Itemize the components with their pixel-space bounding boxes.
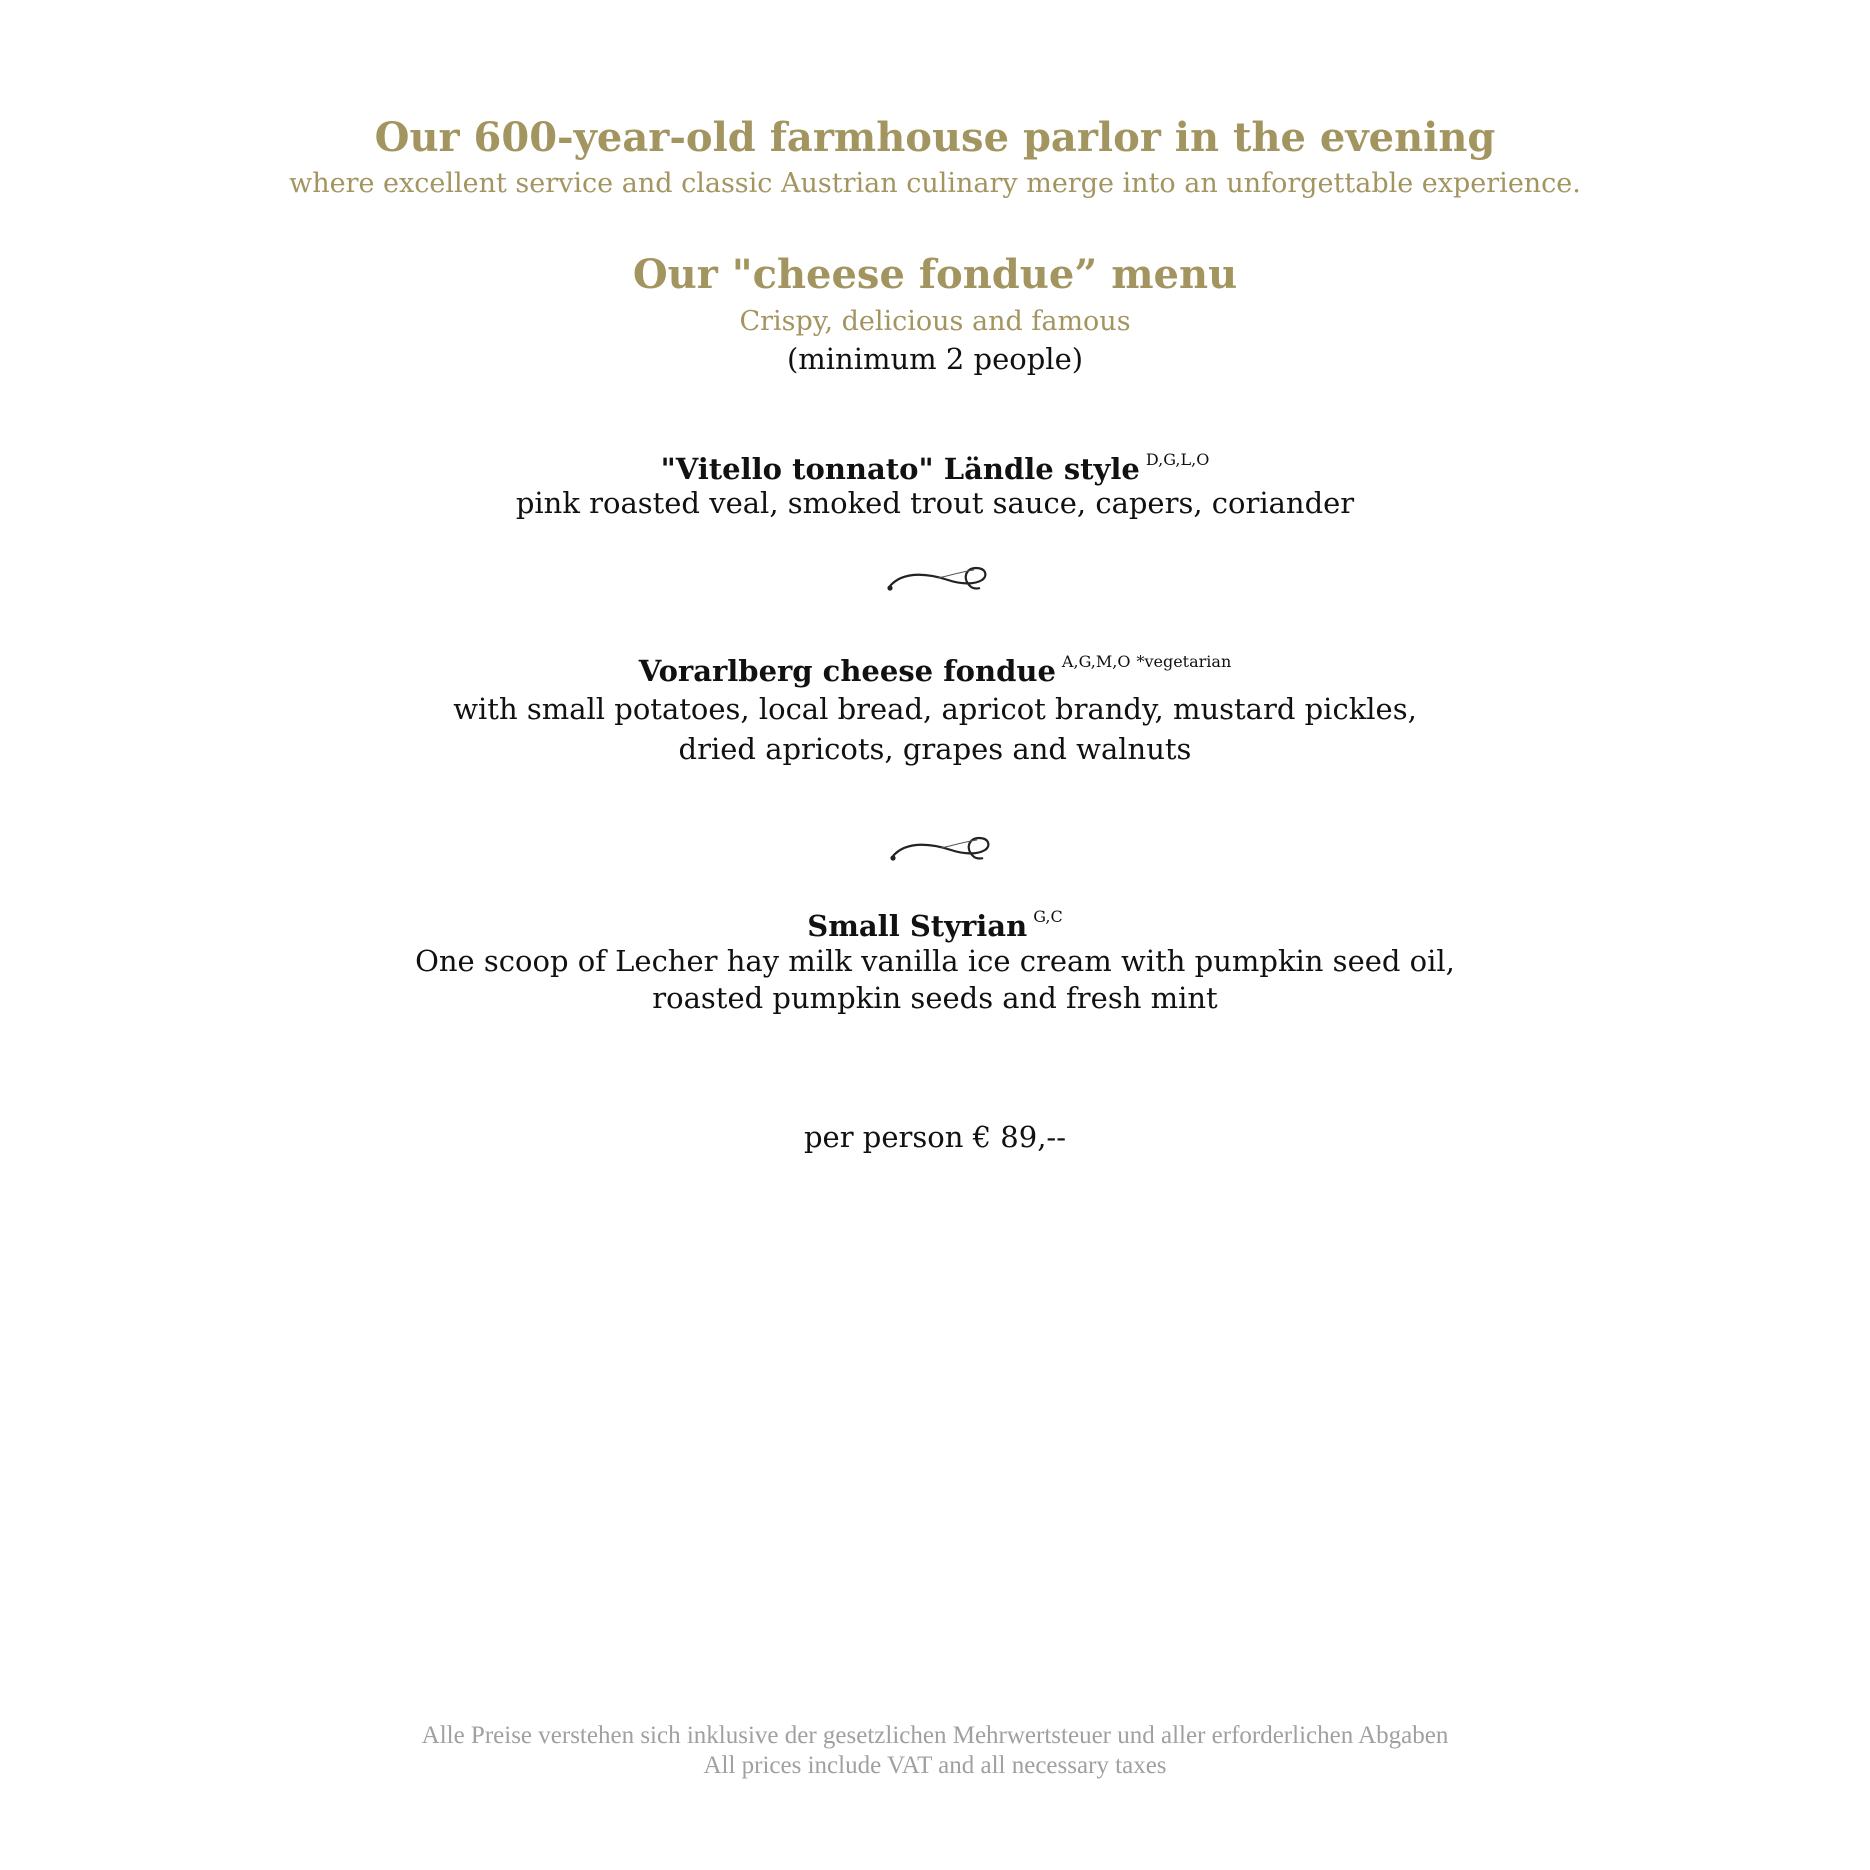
menu-tagline: Crispy, delicious and famous — [739, 306, 1131, 337]
course-2-description-line-1: with small potatoes, local bread, apricot brandy, mustard pickles, — [453, 692, 1417, 726]
course-2-allergens: A,G,M,O — [1061, 652, 1131, 671]
menu-title: Our "cheese fondue” menu — [632, 251, 1238, 298]
course-3-description-line-1: One scoop of Lecher hay milk vanilla ice cream with pumpkin seed oil, — [415, 944, 1455, 978]
footer-tax-note-german: Alle Preise verstehen sich inklusive der gesetzlichen Mehrwertsteuer und aller erforderlichen Abgaben — [421, 1722, 1449, 1749]
page-title: Our 600-year-old farmhouse parlor in the evening — [374, 114, 1496, 161]
price-per-person: per person € 89,-- — [803, 1120, 1067, 1154]
course-2-name: Vorarlberg cheese fondue — [638, 654, 1056, 688]
flourish-divider-icon — [882, 558, 992, 602]
course-3-allergens: G,C — [1033, 907, 1063, 926]
course-1-allergens: D,G,L,O — [1145, 450, 1210, 469]
minimum-people-note: (minimum 2 people) — [786, 342, 1084, 376]
course-3-name: Small Styrian — [807, 909, 1028, 943]
page-subtitle: where excellent service and classic Austrian culinary merge into an unforgettable experience. — [289, 168, 1581, 199]
course-2-vegetarian-note: *vegetarian — [1136, 652, 1232, 671]
course-1-description: pink roasted veal, smoked trout sauce, capers, coriander — [515, 486, 1355, 520]
course-1-name: "Vitello tonnato" Ländle style — [660, 452, 1140, 486]
footer-tax-note-english: All prices include VAT and all necessary taxes — [703, 1752, 1167, 1779]
flourish-divider-icon — [885, 828, 995, 872]
course-3-description-line-2: roasted pumpkin seeds and fresh mint — [652, 981, 1218, 1015]
course-1-title — [0, 450, 1870, 486]
course-2-title — [0, 652, 1870, 688]
course-2-description-line-2: dried apricots, grapes and walnuts — [678, 732, 1192, 766]
course-3-title — [0, 907, 1870, 943]
